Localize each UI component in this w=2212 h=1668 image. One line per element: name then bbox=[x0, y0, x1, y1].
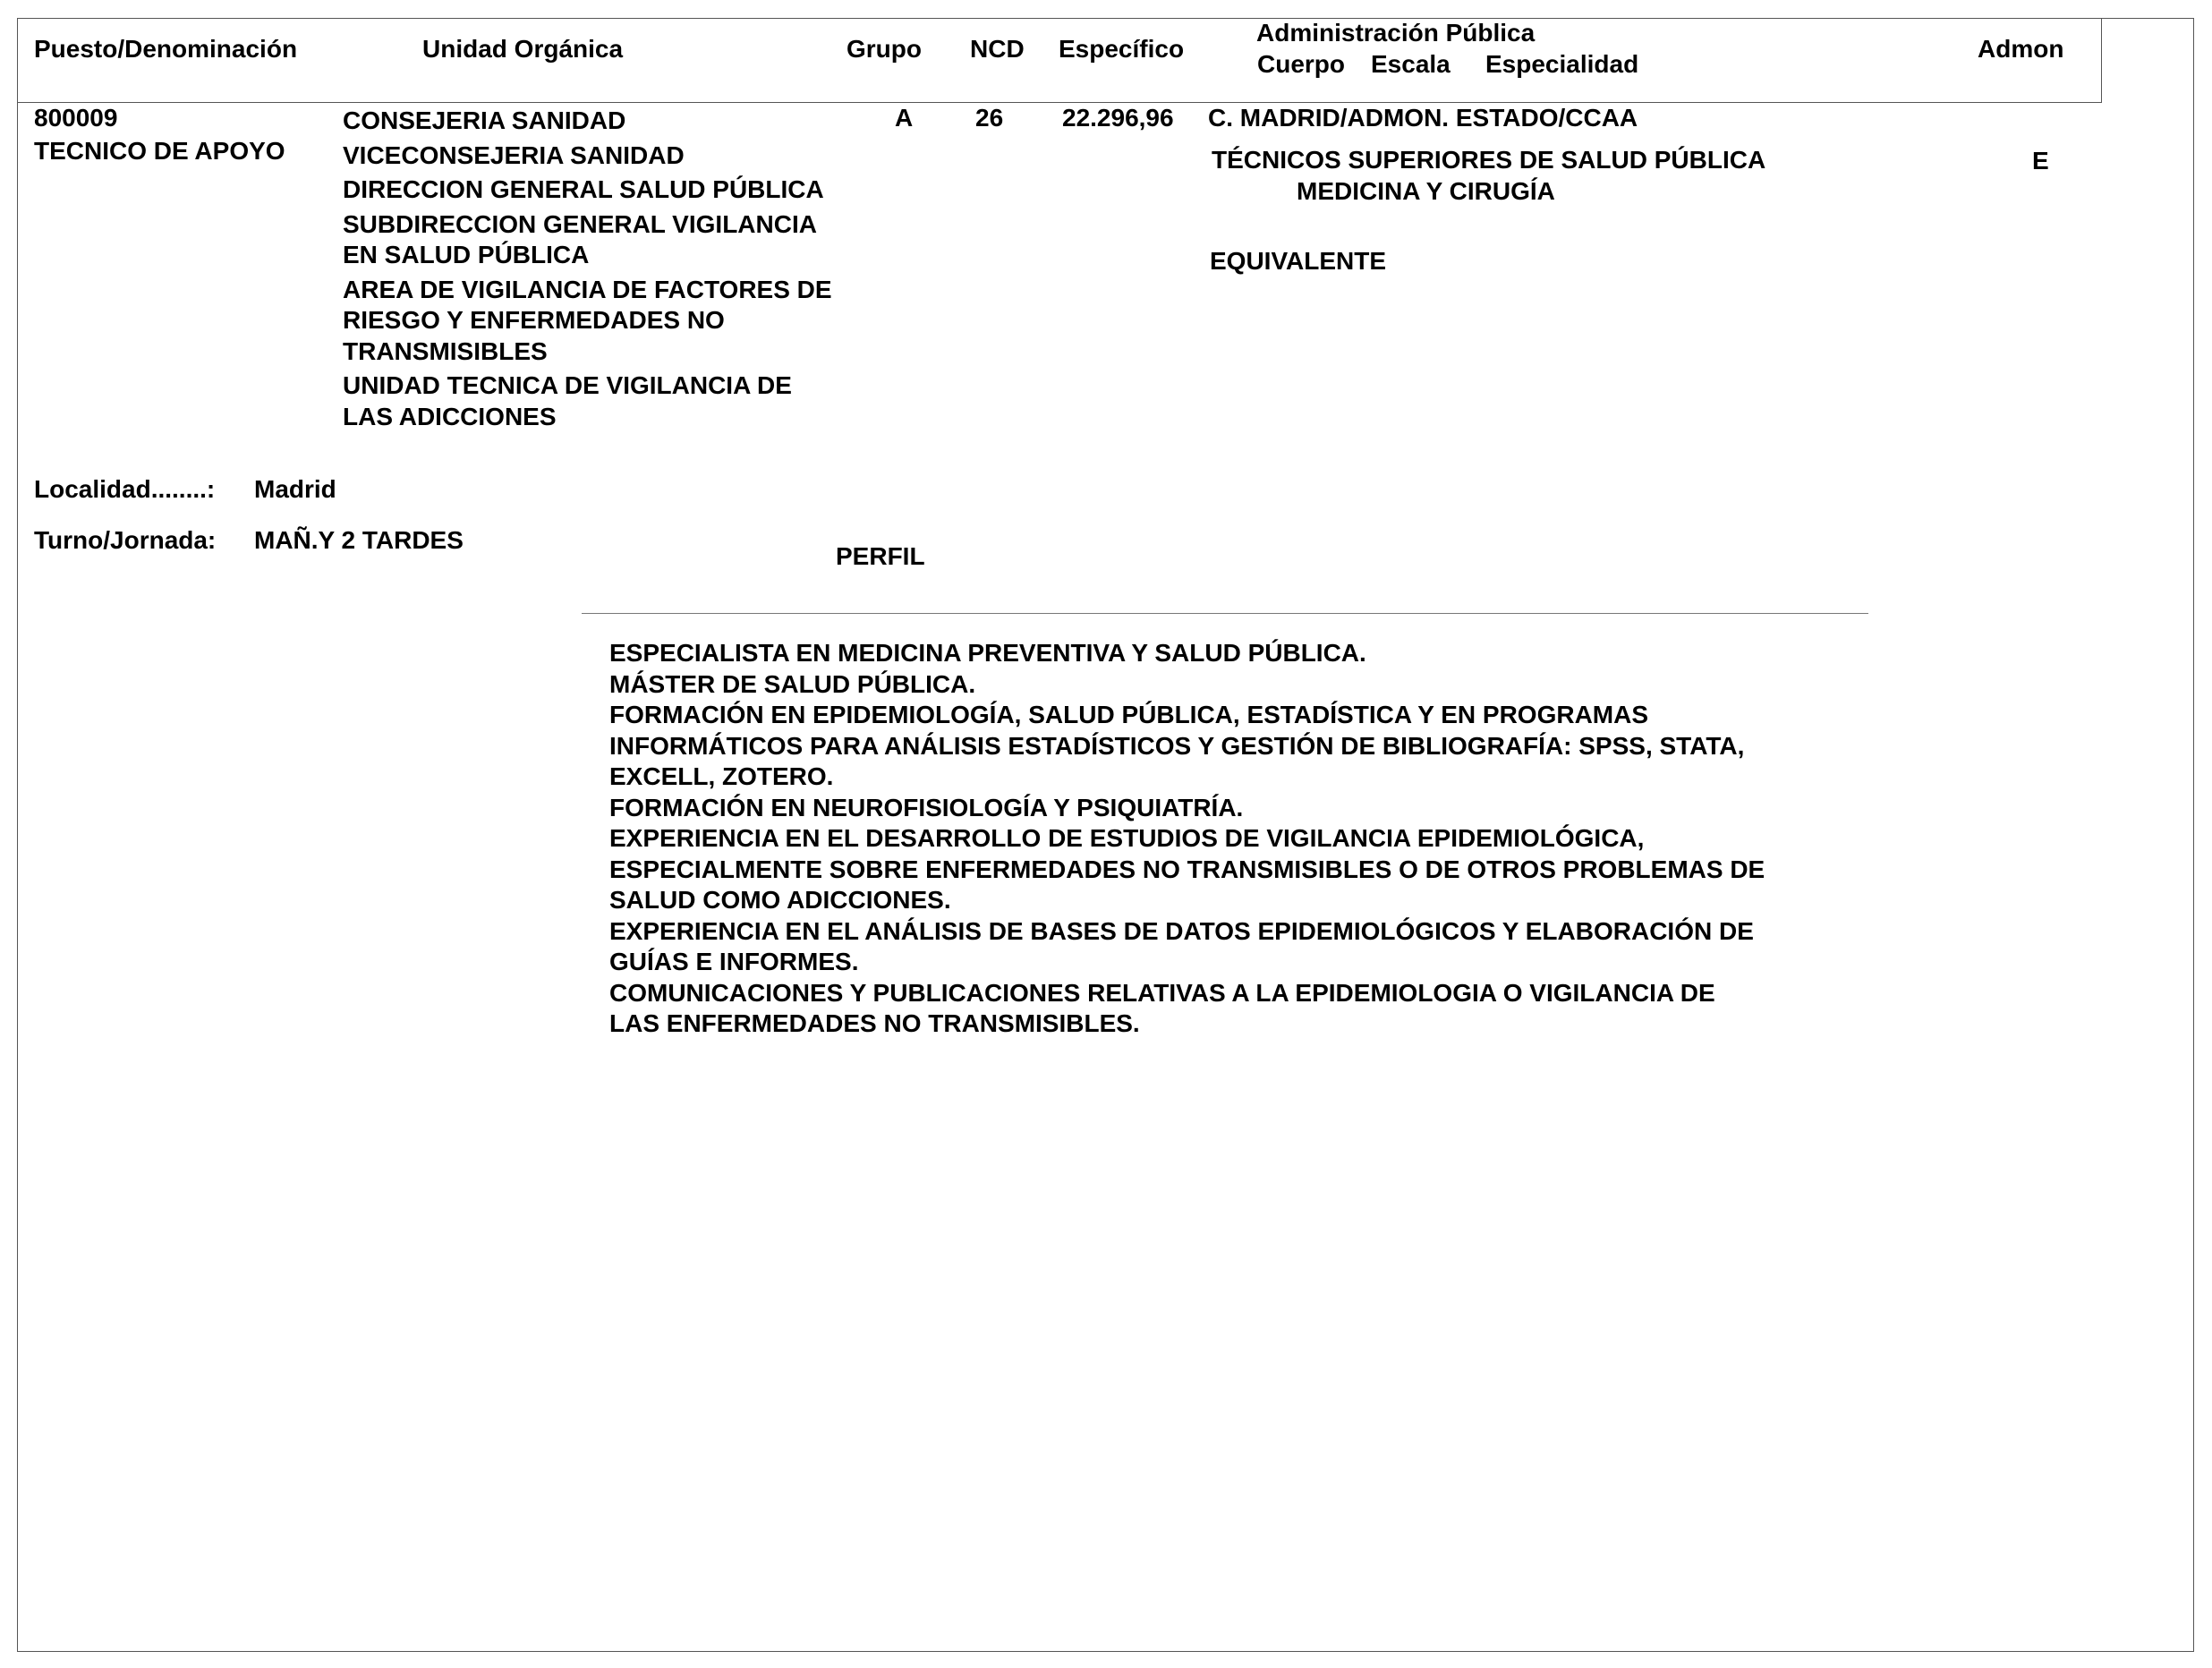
turno-value: MAÑ.Y 2 TARDES bbox=[254, 526, 464, 554]
header-unidad: Unidad Orgánica bbox=[422, 35, 624, 63]
unidad-line: CONSEJERIA SANIDAD bbox=[343, 106, 626, 134]
perfil-text bbox=[609, 638, 1765, 1040]
unidad-line: AREA DE VIGILANCIA DE FACTORES DE bbox=[343, 275, 832, 303]
header-puesto: Puesto/Denominación bbox=[34, 35, 298, 63]
puesto-denominacion: TECNICO DE APOYO bbox=[34, 137, 285, 165]
unidad-line: VICECONSEJERIA SANIDAD bbox=[343, 140, 685, 169]
header-especifico: Específico bbox=[1059, 35, 1185, 63]
perfil-line: INFORMÁTICOS PARA ANÁLISIS ESTADÍSTICOS Y GESTIÓN DE BIBLIOGRAFÍA: SPSS, STATA, bbox=[609, 731, 1745, 760]
cuerpo-value: TÉCNICOS SUPERIORES DE SALUD PÚBLICA bbox=[1212, 146, 1766, 174]
puesto-codigo: 800009 bbox=[34, 104, 118, 132]
turno-label: Turno/Jornada: bbox=[34, 526, 217, 554]
unidad-line: EN SALUD PÚBLICA bbox=[343, 241, 590, 268]
unidad-line: DIRECCION GENERAL SALUD PÚBLICA bbox=[343, 175, 824, 203]
perfil-line: EXCELL, ZOTERO. bbox=[609, 762, 834, 790]
perfil-line: ESPECIALMENTE SOBRE ENFERMEDADES NO TRANSMISIBLES O DE OTROS PROBLEMAS DE bbox=[609, 855, 1765, 883]
header-escala: Escala bbox=[1371, 50, 1451, 78]
unidad-line: UNIDAD TECNICA DE VIGILANCIA DE bbox=[343, 371, 792, 399]
especifico-value: 22.296,96 bbox=[1062, 104, 1174, 132]
header-grupo: Grupo bbox=[847, 35, 922, 63]
perfil-line: ESPECIALISTA EN MEDICINA PREVENTIVA Y SALUD PÚBLICA. bbox=[609, 639, 1366, 667]
ncd-value: 26 bbox=[975, 104, 1004, 132]
localidad-value: Madrid bbox=[254, 475, 336, 503]
unidad-line: TRANSMISIBLES bbox=[343, 336, 548, 365]
perfil-line: GUÍAS E INFORMES. bbox=[609, 948, 859, 975]
especialidad-value: MEDICINA Y CIRUGÍA bbox=[1297, 177, 1555, 205]
perfil-line: LAS ENFERMEDADES NO TRANSMISIBLES. bbox=[609, 1009, 1140, 1037]
admon-value: E bbox=[2032, 147, 2049, 174]
perfil-line: SALUD COMO ADICCIONES. bbox=[609, 886, 951, 914]
perfil-line: COMUNICACIONES Y PUBLICACIONES RELATIVAS A LA EPIDEMIOLOGIA O VIGILANCIA DE bbox=[609, 978, 1715, 1007]
perfil-line: EXPERIENCIA EN EL DESARROLLO DE ESTUDIOS DE VIGILANCIA EPIDEMIOLÓGICA, bbox=[609, 824, 1645, 852]
header-especialidad: Especialidad bbox=[1485, 50, 1639, 78]
perfil-line: EXPERIENCIA EN EL ANÁLISIS DE BASES DE DATOS EPIDEMIOLÓGICOS Y ELABORACIÓN DE bbox=[609, 916, 1754, 945]
unidad-organica bbox=[343, 106, 832, 432]
grupo-value: A bbox=[895, 104, 914, 132]
equivalente-value: EQUIVALENTE bbox=[1210, 247, 1387, 275]
unidad-line: LAS ADICCIONES bbox=[343, 402, 557, 430]
unidad-line: RIESGO Y ENFERMEDADES NO bbox=[343, 306, 725, 334]
header-ncd: NCD bbox=[970, 35, 1025, 63]
header-cuerpo: Cuerpo bbox=[1257, 50, 1345, 78]
unidad-line: SUBDIRECCION GENERAL VIGILANCIA bbox=[343, 209, 817, 238]
localidad-label: Localidad........: bbox=[34, 475, 216, 503]
perfil-line: FORMACIÓN EN EPIDEMIOLOGÍA, SALUD PÚBLICA, ESTADÍSTICA Y EN PROGRAMAS bbox=[609, 701, 1649, 728]
perfil-title: PERFIL bbox=[836, 542, 925, 570]
header-admon: Admon bbox=[1978, 35, 2064, 63]
perfil-line: MÁSTER DE SALUD PÚBLICA. bbox=[609, 669, 976, 698]
administracion-value: C. MADRID/ADMON. ESTADO/CCAA bbox=[1208, 104, 1638, 132]
perfil-line: FORMACIÓN EN NEUROFISIOLOGÍA Y PSIQUIATRÍA. bbox=[609, 793, 1244, 821]
perfil-divider bbox=[582, 613, 1868, 614]
header-administracion: Administración Pública bbox=[1256, 19, 1536, 47]
